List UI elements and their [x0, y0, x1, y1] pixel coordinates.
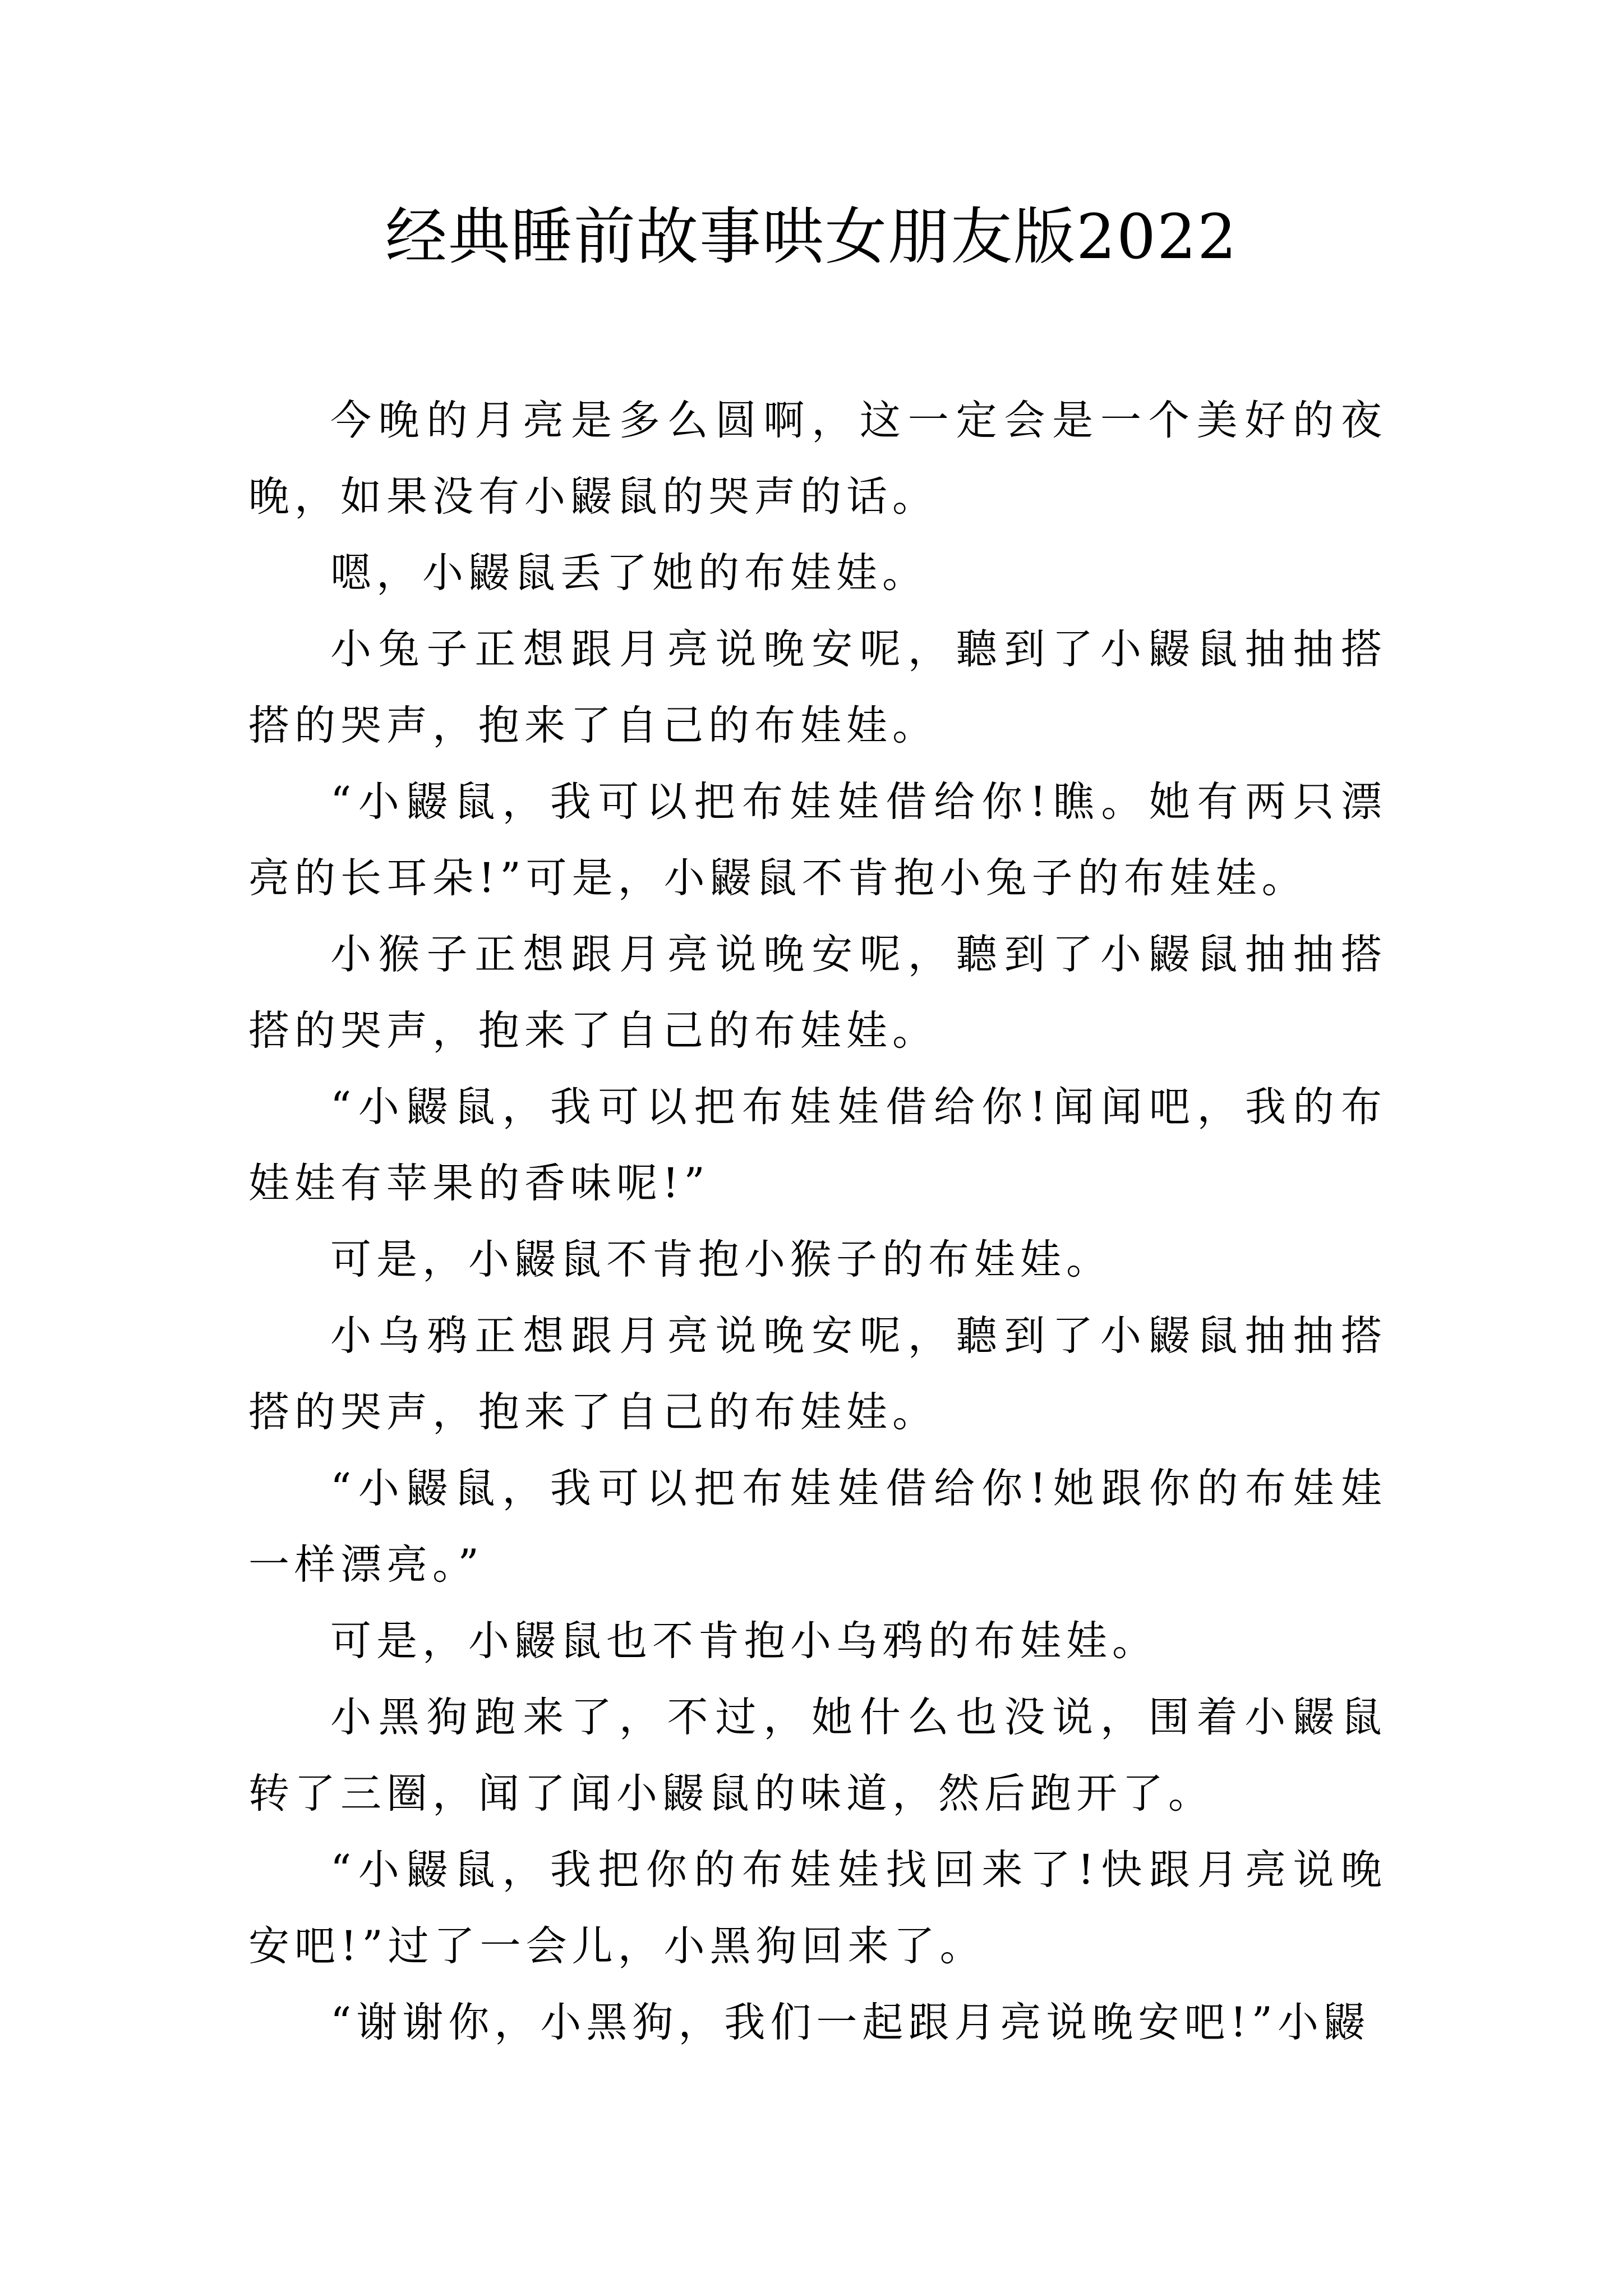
paragraph: “谢谢你，小黑狗，我们一起跟月亮说晚安吧!”小鼹 [330, 1999, 1370, 2046]
paragraph: 可是，小鼹鼠也不肯抱小乌鸦的布娃娃。 [330, 1617, 1158, 1665]
paragraph: 小兔子正想跟月亮说晚安呢，聽到了小鼹鼠抽抽搭搭的哭声，抱来了自己的布娃娃。 [248, 625, 1387, 749]
paragraph: 小猴子正想跟月亮说晚安呢，聽到了小鼹鼠抽抽搭搭的哭声，抱来了自己的布娃娃。 [248, 931, 1387, 1055]
paragraph: 嗯，小鼹鼠丢了她的布娃娃。 [330, 549, 928, 597]
paragraph: 小黑狗跑来了，不过，她什么也没说，围着小鼹鼠转了三圈，闻了闻小鼹鼠的味道，然后跑开了。 [248, 1694, 1387, 1818]
paragraph: 小乌鸦正想跟月亮说晚安呢，聽到了小鼹鼠抽抽搭搭的哭声，抱来了自己的布娃娃。 [248, 1312, 1387, 1436]
document-title: 经典睡前故事哄女朋友版2022 [385, 201, 1238, 273]
document-body [248, 383, 1387, 2061]
paragraph: 今晚的月亮是多么圆啊，这一定会是一个美好的夜晚，如果没有小鼹鼠的哭声的话。 [248, 397, 1387, 521]
paragraph: 可是，小鼹鼠不肯抱小猴子的布娃娃。 [330, 1236, 1112, 1283]
paragraph: “小鼹鼠，我可以把布娃娃借给你!闻闻吧，我的布娃娃有苹果的香味呢!” [248, 1083, 1387, 1207]
paragraph: “小鼹鼠，我可以把布娃娃借给你!瞧。她有两只漂亮的长耳朵!”可是，小鼹鼠不肯抱小兔子的布娃娃。 [248, 778, 1387, 902]
paragraph: “小鼹鼠，我把你的布娃娃找回来了!快跟月亮说晚安吧!”过了一会儿，小黑狗回来了。 [248, 1846, 1387, 1970]
paragraph: “小鼹鼠，我可以把布娃娃借给你!她跟你的布娃娃一样漂亮。” [248, 1465, 1387, 1589]
